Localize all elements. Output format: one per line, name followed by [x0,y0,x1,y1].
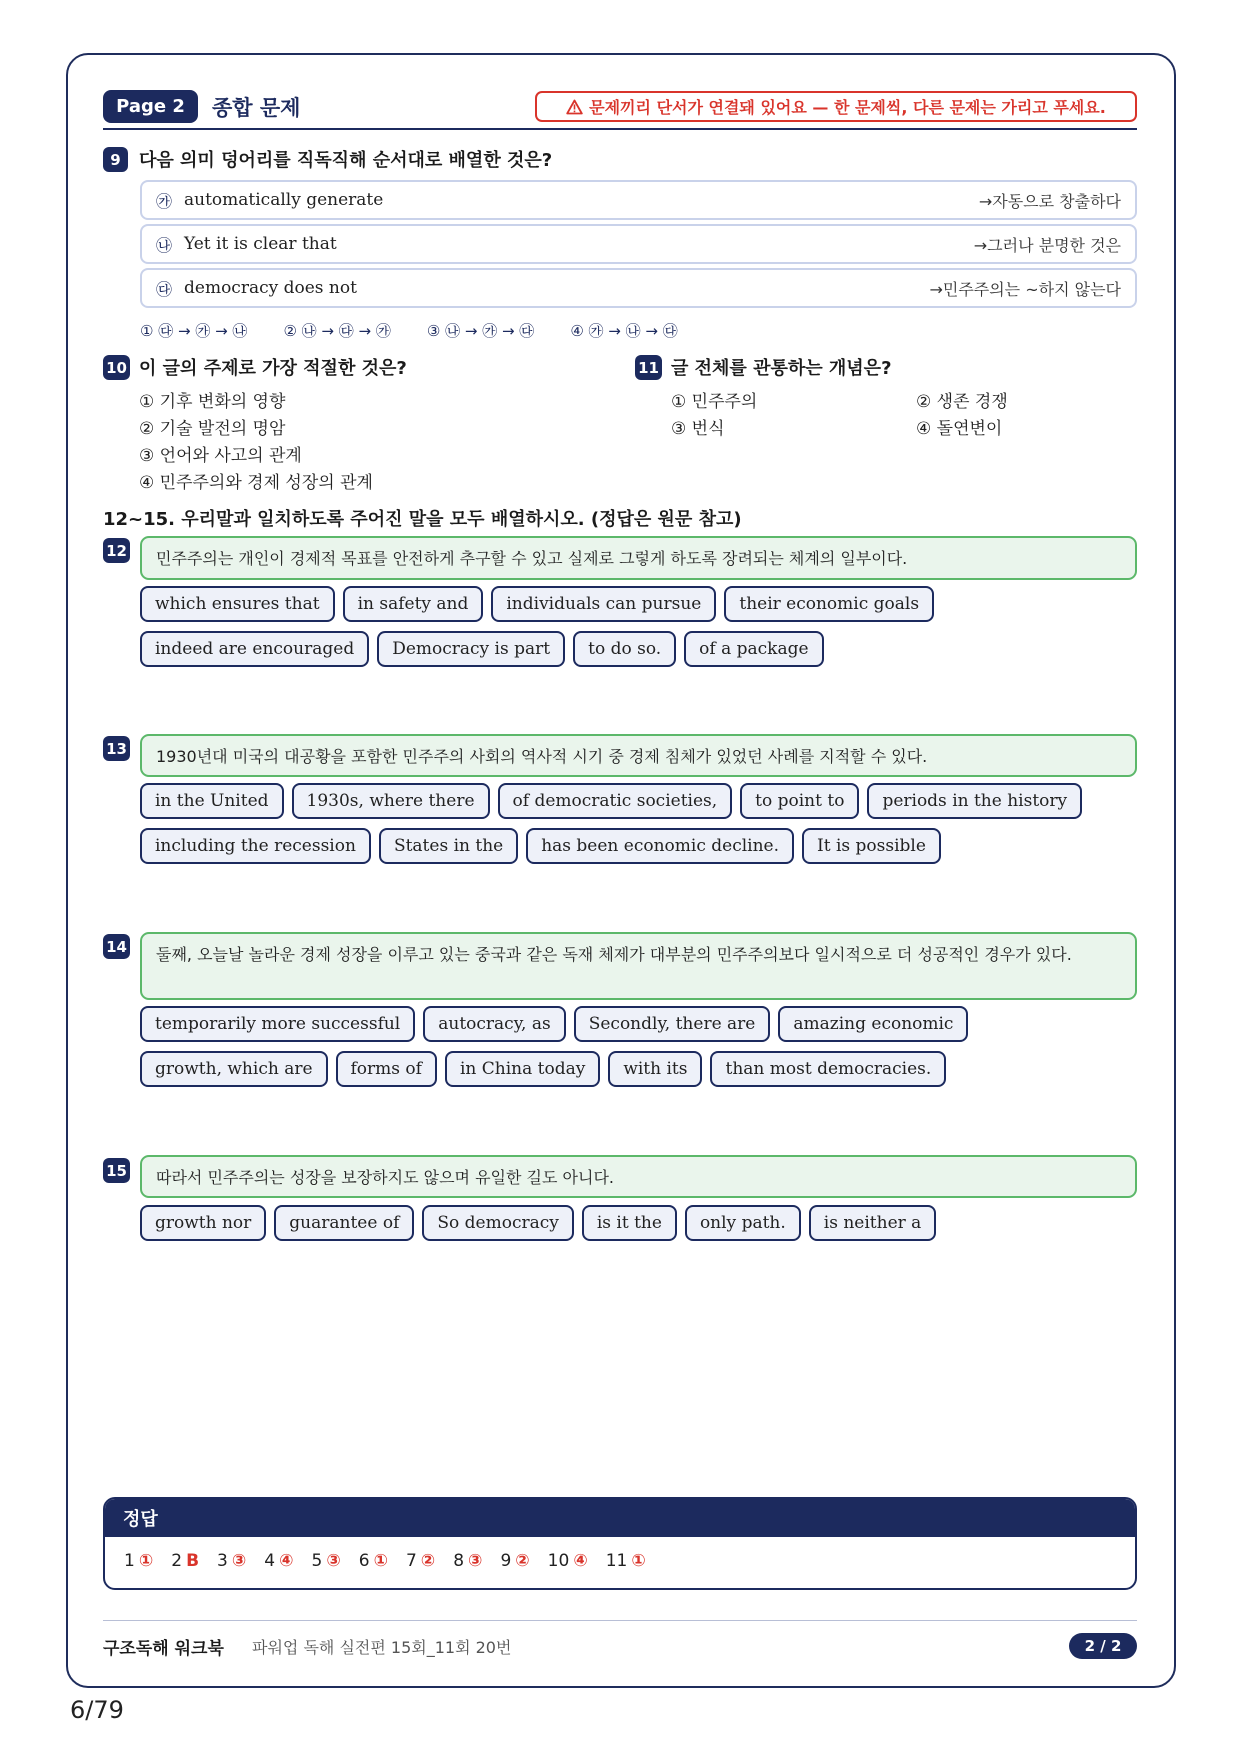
option-1[interactable]: ① 기후 변화의 영향 [139,392,286,412]
word-chip[interactable]: Secondly, there are [574,1006,771,1042]
word-chip[interactable]: periods in the history [867,783,1082,819]
word-chip[interactable]: in China today [445,1051,600,1087]
word-chip[interactable]: in safety and [343,586,484,622]
question-10-title: 이 글의 주제로 가장 적절한 것은? [139,358,407,379]
option-2[interactable]: ② 생존 경쟁 [916,392,1008,412]
chunk-row-ga [140,180,1137,220]
korean-sentence: 따라서 민주주의는 성장을 보장하지도 않으며 유일한 길도 아니다. [140,1155,1137,1198]
answer-list [105,1537,1135,1571]
word-chip[interactable]: to do so. [573,631,676,667]
chunk-english: democracy does not [184,278,357,298]
option-4[interactable]: ④ ㉮ → ㉯ → ㉰ [570,322,678,340]
word-chip[interactable]: autocracy, as [423,1006,565,1042]
answer-item: 9 ② [500,1551,530,1571]
chunk-mark: ㉰ [156,279,173,299]
answer-key [103,1497,1137,1590]
word-chip[interactable]: to point to [740,783,859,819]
word-chip[interactable]: which ensures that [140,586,335,622]
word-chip[interactable]: Democracy is part [377,631,565,667]
word-chip[interactable]: growth nor [140,1205,266,1241]
word-chip[interactable]: indeed are encouraged [140,631,369,667]
section-title: 종합 문제 [212,96,301,120]
warning-notice [535,91,1137,122]
chunk-row-na [140,224,1137,264]
answer-item: 7 ② [405,1551,436,1571]
word-chip[interactable]: growth, which are [140,1051,328,1087]
header-divider [103,128,1137,130]
option-3[interactable]: ③ 언어와 사고의 관계 [139,446,302,466]
chunk-english: Yet it is clear that [184,234,337,254]
answer-item: 3 ③ [217,1551,247,1571]
question-number-14: 14 [103,934,130,959]
word-chips [140,586,1137,667]
word-chip[interactable]: than most democracies. [710,1051,946,1087]
answer-item: 4 ④ [264,1551,294,1571]
word-chip[interactable]: guarantee of [274,1205,414,1241]
answer-item: 1 ① [124,1551,154,1571]
chunk-korean: →민주주의는 ~하지 않는다 [929,279,1121,299]
word-chip[interactable]: has been economic decline. [526,828,794,864]
question-9-options [140,320,678,341]
footer-source: 파워업 독해 실전편 15회_11회 20번 [252,1638,512,1657]
korean-sentence: 둘째, 오늘날 놀라운 경제 성장을 이루고 있는 중국과 같은 독재 체제가 대부분의 민주주의보다 일시적으로 더 성공적인 경우가 있다. [140,932,1137,1000]
option-4[interactable]: ④ 민주주의와 경제 성장의 관계 [139,473,373,493]
korean-sentence: 1930년대 미국의 대공황을 포함한 민주주의 사회의 역사적 시기 중 경제 침체가 있었던 사례를 지적할 수 있다. [140,734,1137,777]
word-chip[interactable]: temporarily more successful [140,1006,415,1042]
option-3[interactable]: ③ 번식 [671,419,725,439]
question-number-12: 12 [103,538,130,563]
option-1[interactable]: ① ㉰ → ㉮ → ㉯ [140,322,248,340]
word-chip[interactable]: It is possible [802,828,941,864]
answer-item: 5 ③ [311,1551,341,1571]
answer-item: 6 ① [358,1551,388,1571]
word-chip[interactable]: of a package [684,631,823,667]
word-chip[interactable]: including the recession [140,828,371,864]
footer-page-indicator: 2 / 2 [1069,1633,1137,1659]
chunk-row-da [140,268,1137,308]
word-chip[interactable]: So democracy [422,1205,574,1241]
word-chip[interactable]: States in the [379,828,518,864]
chunk-mark: ㉯ [156,235,173,255]
word-chips [140,1205,1137,1241]
word-chips [140,1006,1137,1087]
word-chip[interactable]: only path. [685,1205,801,1241]
question-number-11: 11 [635,355,662,380]
option-4[interactable]: ④ 돌연변이 [916,419,1003,439]
answer-item: 10 ④ [547,1551,588,1571]
word-chip[interactable]: forms of [336,1051,437,1087]
question-number-10: 10 [103,355,130,380]
page-badge: Page 2 [103,90,198,123]
word-chip[interactable]: their economic goals [724,586,934,622]
word-chip[interactable]: amazing economic [778,1006,968,1042]
answer-key-title: 정답 [105,1499,1135,1537]
warning-triangle-icon [566,99,583,115]
answer-item: 2 B [171,1551,200,1571]
arrange-task-heading: 12~15. 우리말과 일치하도록 주어진 말을 모두 배열하시오. (정답은 원문 참고) [103,509,742,530]
option-1[interactable]: ① 민주주의 [671,392,758,412]
footer-divider [103,1620,1137,1621]
word-chip[interactable]: with its [608,1051,702,1087]
warning-text: 문제끼리 단서가 연결돼 있어요 — 한 문제씩, 다른 문제는 가리고 푸세요. [589,98,1106,117]
document-page-counter: 6/79 [70,1696,124,1724]
question-number-9: 9 [103,147,128,172]
word-chip[interactable]: of democratic societies, [498,783,733,819]
option-3[interactable]: ③ ㉯ → ㉮ → ㉰ [426,322,535,340]
chunk-english: automatically generate [184,190,384,210]
word-chip[interactable]: is it the [582,1205,677,1241]
chunk-korean: →그러나 분명한 것은 [973,235,1121,255]
word-chip[interactable]: 1930s, where there [292,783,490,819]
answer-item: 11 ① [605,1551,646,1571]
question-11-title: 글 전체를 관통하는 개념은? [671,358,892,379]
question-number-13: 13 [103,736,130,761]
chunk-korean: →자동으로 창출하다 [978,191,1121,211]
korean-sentence: 민주주의는 개인이 경제적 목표를 안전하게 추구할 수 있고 실제로 그렇게 하도록 장려되는 체계의 일부이다. [140,536,1137,580]
chunk-mark: ㉮ [156,191,173,211]
footer-brand: 구조독해 워크북 [103,1639,224,1659]
word-chip[interactable]: in the United [140,783,284,819]
option-2[interactable]: ② ㉯ → ㉰ → ㉮ [283,322,391,340]
word-chip[interactable]: individuals can pursue [491,586,716,622]
question-number-15: 15 [103,1158,130,1183]
answer-item: 8 ③ [453,1551,483,1571]
question-9-title: 다음 의미 덩어리를 직독직해 순서대로 배열한 것은? [139,150,553,171]
option-2[interactable]: ② 기술 발전의 명암 [139,419,286,439]
word-chip[interactable]: is neither a [809,1205,937,1241]
word-chips [140,783,1137,864]
